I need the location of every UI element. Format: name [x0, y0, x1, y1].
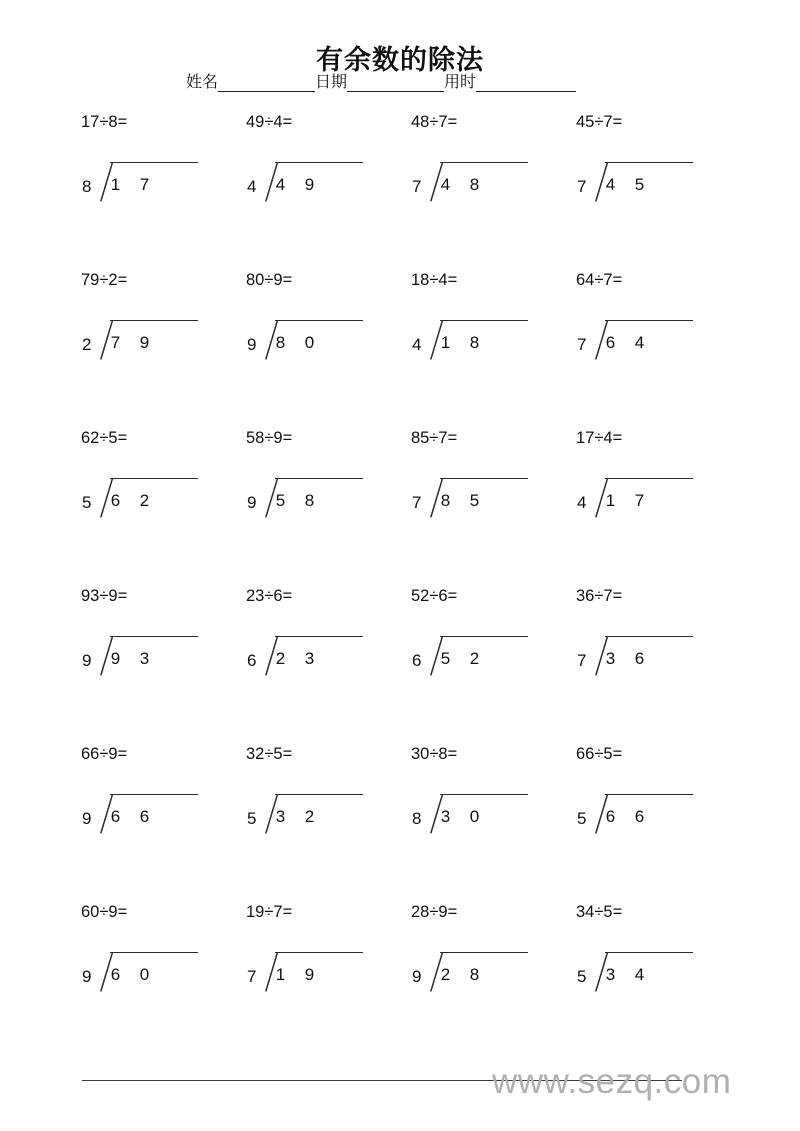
dividend-digit: 7 — [634, 491, 645, 510]
problem-expression: 66÷5= — [576, 745, 623, 763]
long-division-overbar — [605, 478, 693, 479]
problem-expression: 17÷8= — [81, 113, 128, 131]
long-division-dividend — [101, 649, 159, 669]
dividend-digit: 8 — [469, 333, 480, 352]
long-division-work-area[interactable] — [78, 950, 198, 996]
long-division-overbar — [605, 794, 693, 795]
long-division-dividend — [596, 333, 654, 353]
long-division-work-area[interactable] — [408, 476, 528, 522]
dividend-digit: 2 — [469, 649, 480, 668]
dividend-digit: 3 — [275, 807, 286, 826]
dividend-digit: 2 — [275, 649, 286, 668]
long-division-work-area[interactable] — [408, 634, 528, 680]
dividend-digit: 1 — [110, 175, 121, 194]
long-division-dividend — [266, 333, 324, 353]
dividend-digit: 3 — [440, 807, 451, 826]
problem-expression: 18÷4= — [411, 271, 458, 289]
long-division-divisor: 7 — [577, 651, 587, 670]
dividend-digit: 9 — [139, 333, 150, 352]
problem-cell — [78, 270, 243, 428]
long-division-dividend — [431, 649, 489, 669]
problem-expression: 36÷7= — [576, 587, 623, 605]
long-division-overbar — [440, 320, 528, 321]
long-division-divisor: 6 — [412, 651, 422, 670]
date-field[interactable] — [315, 74, 444, 92]
long-division-divisor: 7 — [247, 967, 257, 986]
dividend-digit: 1 — [275, 965, 286, 984]
long-division-work-area[interactable] — [78, 476, 198, 522]
long-division-divisor: 9 — [82, 809, 92, 828]
dividend-digit: 3 — [304, 649, 315, 668]
problem-cell — [78, 112, 243, 270]
problem-cell — [408, 112, 573, 270]
long-division-dividend — [431, 333, 489, 353]
long-division-work-area[interactable] — [78, 160, 198, 206]
long-division-divisor: 9 — [247, 493, 257, 512]
dividend-digit: 6 — [139, 807, 150, 826]
long-division-overbar — [605, 952, 693, 953]
problem-cell — [243, 270, 408, 428]
long-division-overbar — [110, 952, 198, 953]
long-division-divisor: 4 — [577, 493, 587, 512]
problem-expression: 28÷9= — [411, 903, 458, 921]
problem-cell — [573, 744, 738, 902]
dividend-digit: 6 — [634, 807, 645, 826]
problem-expression: 23÷6= — [246, 587, 293, 605]
long-division-dividend — [596, 807, 654, 827]
long-division-divisor: 9 — [82, 967, 92, 986]
dividend-digit: 6 — [110, 807, 121, 826]
long-division-work-area[interactable] — [243, 476, 363, 522]
long-division-divisor: 7 — [577, 177, 587, 196]
dividend-digit: 6 — [110, 491, 121, 510]
dividend-digit: 5 — [440, 649, 451, 668]
dividend-digit: 5 — [469, 491, 480, 510]
dividend-digit: 4 — [605, 175, 616, 194]
dividend-digit: 0 — [139, 965, 150, 984]
dividend-digit: 9 — [110, 649, 121, 668]
problem-expression: 66÷9= — [81, 745, 128, 763]
dividend-digit: 0 — [304, 333, 315, 352]
dividend-digit: 8 — [275, 333, 286, 352]
long-division-overbar — [605, 162, 693, 163]
long-division-overbar — [440, 794, 528, 795]
long-division-divisor: 5 — [247, 809, 257, 828]
problem-expression: 60÷9= — [81, 903, 128, 921]
problem-expression: 58÷9= — [246, 429, 293, 447]
long-division-overbar — [440, 952, 528, 953]
date-blank[interactable] — [347, 76, 444, 92]
long-division-dividend — [266, 491, 324, 511]
long-division-work-area[interactable] — [408, 792, 528, 838]
dividend-digit: 6 — [605, 333, 616, 352]
long-division-divisor: 8 — [82, 177, 92, 196]
problem-expression: 45÷7= — [576, 113, 623, 131]
long-division-overbar — [110, 794, 198, 795]
long-division-divisor: 5 — [82, 493, 92, 512]
dividend-digit: 8 — [469, 175, 480, 194]
long-division-work-area[interactable] — [78, 318, 198, 364]
long-division-work-area[interactable] — [408, 160, 528, 206]
problem-cell — [573, 428, 738, 586]
long-division-overbar — [440, 162, 528, 163]
site-watermark: www.sezq.com — [492, 1062, 732, 1101]
long-division-divisor: 7 — [412, 493, 422, 512]
long-division-work-area[interactable] — [573, 950, 693, 996]
dividend-digit: 4 — [440, 175, 451, 194]
date-label: 日期 — [315, 74, 348, 91]
dividend-digit: 2 — [440, 965, 451, 984]
dividend-digit: 4 — [634, 333, 645, 352]
dividend-digit: 3 — [605, 649, 616, 668]
problem-cell — [408, 902, 573, 1060]
long-division-overbar — [605, 636, 693, 637]
long-division-overbar — [275, 320, 363, 321]
problem-cell — [408, 270, 573, 428]
long-division-dividend — [266, 965, 324, 985]
problem-expression: 34÷5= — [576, 903, 623, 921]
long-division-work-area[interactable] — [243, 160, 363, 206]
problem-expression: 17÷4= — [576, 429, 623, 447]
problem-expression: 49÷4= — [246, 113, 293, 131]
problem-cell — [78, 902, 243, 1060]
long-division-overbar — [110, 478, 198, 479]
long-division-work-area[interactable] — [573, 792, 693, 838]
dividend-digit: 2 — [304, 807, 315, 826]
problem-cell — [408, 586, 573, 744]
dividend-digit: 7 — [110, 333, 121, 352]
time-label: 用时 — [444, 74, 477, 91]
time-blank[interactable] — [476, 76, 576, 92]
problem-expression: 32÷5= — [246, 745, 293, 763]
dividend-digit: 8 — [304, 491, 315, 510]
long-division-overbar — [275, 952, 363, 953]
problem-cell — [408, 428, 573, 586]
problem-cell — [243, 586, 408, 744]
long-division-work-area[interactable] — [78, 792, 198, 838]
long-division-dividend — [431, 491, 489, 511]
dividend-digit: 4 — [634, 965, 645, 984]
long-division-overbar — [605, 320, 693, 321]
long-division-dividend — [431, 965, 489, 985]
dividend-digit: 3 — [605, 965, 616, 984]
problem-row — [78, 270, 738, 428]
long-division-work-area[interactable] — [573, 634, 693, 680]
long-division-divisor: 8 — [412, 809, 422, 828]
long-division-dividend — [266, 807, 324, 827]
problem-cell — [78, 744, 243, 902]
problem-expression: 52÷6= — [411, 587, 458, 605]
long-division-overbar — [110, 636, 198, 637]
student-name-blank[interactable] — [218, 76, 315, 92]
long-division-dividend — [101, 965, 159, 985]
problem-cell — [573, 270, 738, 428]
long-division-overbar — [440, 636, 528, 637]
long-division-overbar — [275, 162, 363, 163]
problem-cell — [243, 428, 408, 586]
long-division-divisor: 6 — [247, 651, 257, 670]
long-division-work-area[interactable] — [573, 160, 693, 206]
long-division-divisor: 9 — [247, 335, 257, 354]
problem-expression: 79÷2= — [81, 271, 128, 289]
problem-expression: 19÷7= — [246, 903, 293, 921]
problem-expression: 93÷9= — [81, 587, 128, 605]
long-division-overbar — [110, 162, 198, 163]
problem-cell — [573, 586, 738, 744]
long-division-work-area[interactable] — [573, 476, 693, 522]
dividend-digit: 7 — [139, 175, 150, 194]
long-division-dividend — [431, 175, 489, 195]
long-division-overbar — [110, 320, 198, 321]
dividend-digit: 5 — [634, 175, 645, 194]
problem-grid — [78, 112, 738, 1060]
dividend-digit: 8 — [440, 491, 451, 510]
problem-cell — [243, 112, 408, 270]
long-division-dividend — [431, 807, 489, 827]
long-division-overbar — [275, 478, 363, 479]
dividend-digit: 6 — [605, 807, 616, 826]
dividend-digit: 8 — [469, 965, 480, 984]
long-division-dividend — [101, 491, 159, 511]
problem-row — [78, 112, 738, 270]
problem-cell — [573, 112, 738, 270]
long-division-divisor: 7 — [577, 335, 587, 354]
dividend-digit: 2 — [139, 491, 150, 510]
long-division-dividend — [101, 175, 159, 195]
long-division-work-area[interactable] — [78, 634, 198, 680]
problem-expression: 80÷9= — [246, 271, 293, 289]
long-division-work-area[interactable] — [243, 792, 363, 838]
long-division-work-area[interactable] — [243, 634, 363, 680]
problem-cell — [78, 428, 243, 586]
long-division-dividend — [101, 807, 159, 827]
problem-cell — [243, 902, 408, 1060]
dividend-digit: 9 — [304, 965, 315, 984]
long-division-work-area[interactable] — [408, 318, 528, 364]
long-division-work-area[interactable] — [573, 318, 693, 364]
long-division-work-area[interactable] — [408, 950, 528, 996]
student-name-label: 姓名 — [186, 74, 219, 91]
long-division-divisor: 4 — [412, 335, 422, 354]
long-division-dividend — [266, 649, 324, 669]
problem-expression: 48÷7= — [411, 113, 458, 131]
dividend-digit: 6 — [110, 965, 121, 984]
long-division-dividend — [596, 965, 654, 985]
problem-row — [78, 902, 738, 1060]
long-division-divisor: 9 — [82, 651, 92, 670]
dividend-digit: 3 — [139, 649, 150, 668]
long-division-divisor: 4 — [247, 177, 257, 196]
long-division-overbar — [440, 478, 528, 479]
long-division-dividend — [596, 649, 654, 669]
problem-expression: 30÷8= — [411, 745, 458, 763]
problem-expression: 64÷7= — [576, 271, 623, 289]
long-division-work-area[interactable] — [243, 950, 363, 996]
time-field[interactable] — [444, 74, 576, 92]
long-division-divisor: 5 — [577, 809, 587, 828]
problem-cell — [78, 586, 243, 744]
problem-expression: 62÷5= — [81, 429, 128, 447]
long-division-overbar — [275, 636, 363, 637]
long-division-divisor: 7 — [412, 177, 422, 196]
dividend-digit: 1 — [440, 333, 451, 352]
student-info-row — [186, 74, 626, 92]
problem-row — [78, 586, 738, 744]
dividend-digit: 4 — [275, 175, 286, 194]
dividend-digit: 6 — [634, 649, 645, 668]
long-division-divisor: 5 — [577, 967, 587, 986]
long-division-dividend — [101, 333, 159, 353]
long-division-dividend — [596, 491, 654, 511]
problem-row — [78, 428, 738, 586]
student-name-field[interactable] — [186, 74, 315, 92]
long-division-dividend — [596, 175, 654, 195]
dividend-digit: 5 — [275, 491, 286, 510]
long-division-divisor: 2 — [82, 335, 92, 354]
long-division-divisor: 9 — [412, 967, 422, 986]
long-division-dividend — [266, 175, 324, 195]
long-division-work-area[interactable] — [243, 318, 363, 364]
problem-expression: 85÷7= — [411, 429, 458, 447]
dividend-digit: 9 — [304, 175, 315, 194]
problem-cell — [408, 744, 573, 902]
dividend-digit: 1 — [605, 491, 616, 510]
long-division-overbar — [275, 794, 363, 795]
problem-cell — [243, 744, 408, 902]
problem-row — [78, 744, 738, 902]
page-title: 有余数的除法 — [316, 45, 484, 76]
problem-cell — [573, 902, 738, 1060]
dividend-digit: 0 — [469, 807, 480, 826]
